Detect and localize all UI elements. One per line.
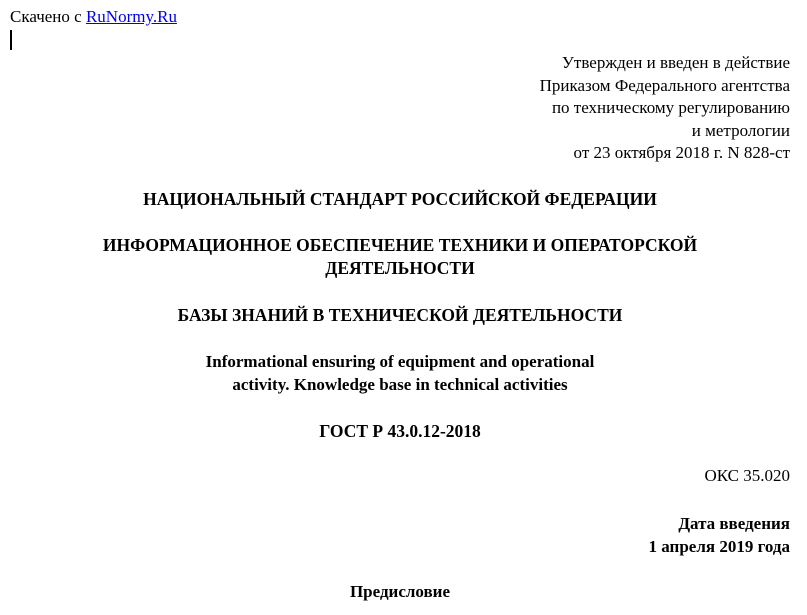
english-title-line2: activity. Knowledge base in technical activities [232,375,568,394]
intro-date-value: 1 апреля 2019 года [648,537,790,556]
approval-line: от 23 октября 2018 г. N 828-ст [573,143,790,162]
approval-line: Утвержден и введен в действие [561,53,790,72]
approval-block [410,52,790,165]
english-title [0,350,800,396]
english-title-line1: Informational ensuring of equipment and operational [205,352,595,371]
source-prefix: Скачено с [10,7,86,26]
series-heading-line1: ИНФОРМАЦИОННОЕ ОБЕСПЕЧЕНИЕ ТЕХНИКИ И ОПЕРАТОРСКОЙ [102,235,698,255]
preface-heading: Предисловие [349,582,451,601]
standard-name-heading: БАЗЫ ЗНАНИЙ В ТЕХНИЧЕСКОЙ ДЕЯТЕЛЬНОСТИ [177,305,623,325]
intro-date-block [649,512,790,558]
series-heading-line2: ДЕЯТЕЛЬНОСТИ [325,258,475,278]
approval-line: по техническому регулированию [551,98,790,117]
source-link[interactable]: RuNormy.Ru [85,7,177,26]
text-cursor [10,30,12,50]
oks-code: ОКС 35.020 [704,466,790,485]
standard-type-heading: НАЦИОНАЛЬНЫЙ СТАНДАРТ РОССИЙСКОЙ ФЕДЕРАЦИИ [143,189,657,209]
series-heading [0,234,800,280]
source-line [10,6,177,28]
intro-date-label: Дата введения [678,514,790,533]
approval-line: Приказом Федерального агентства [539,75,790,95]
standard-code: ГОСТ Р 43.0.12-2018 [319,421,481,441]
approval-line: и метрологии [691,120,790,140]
